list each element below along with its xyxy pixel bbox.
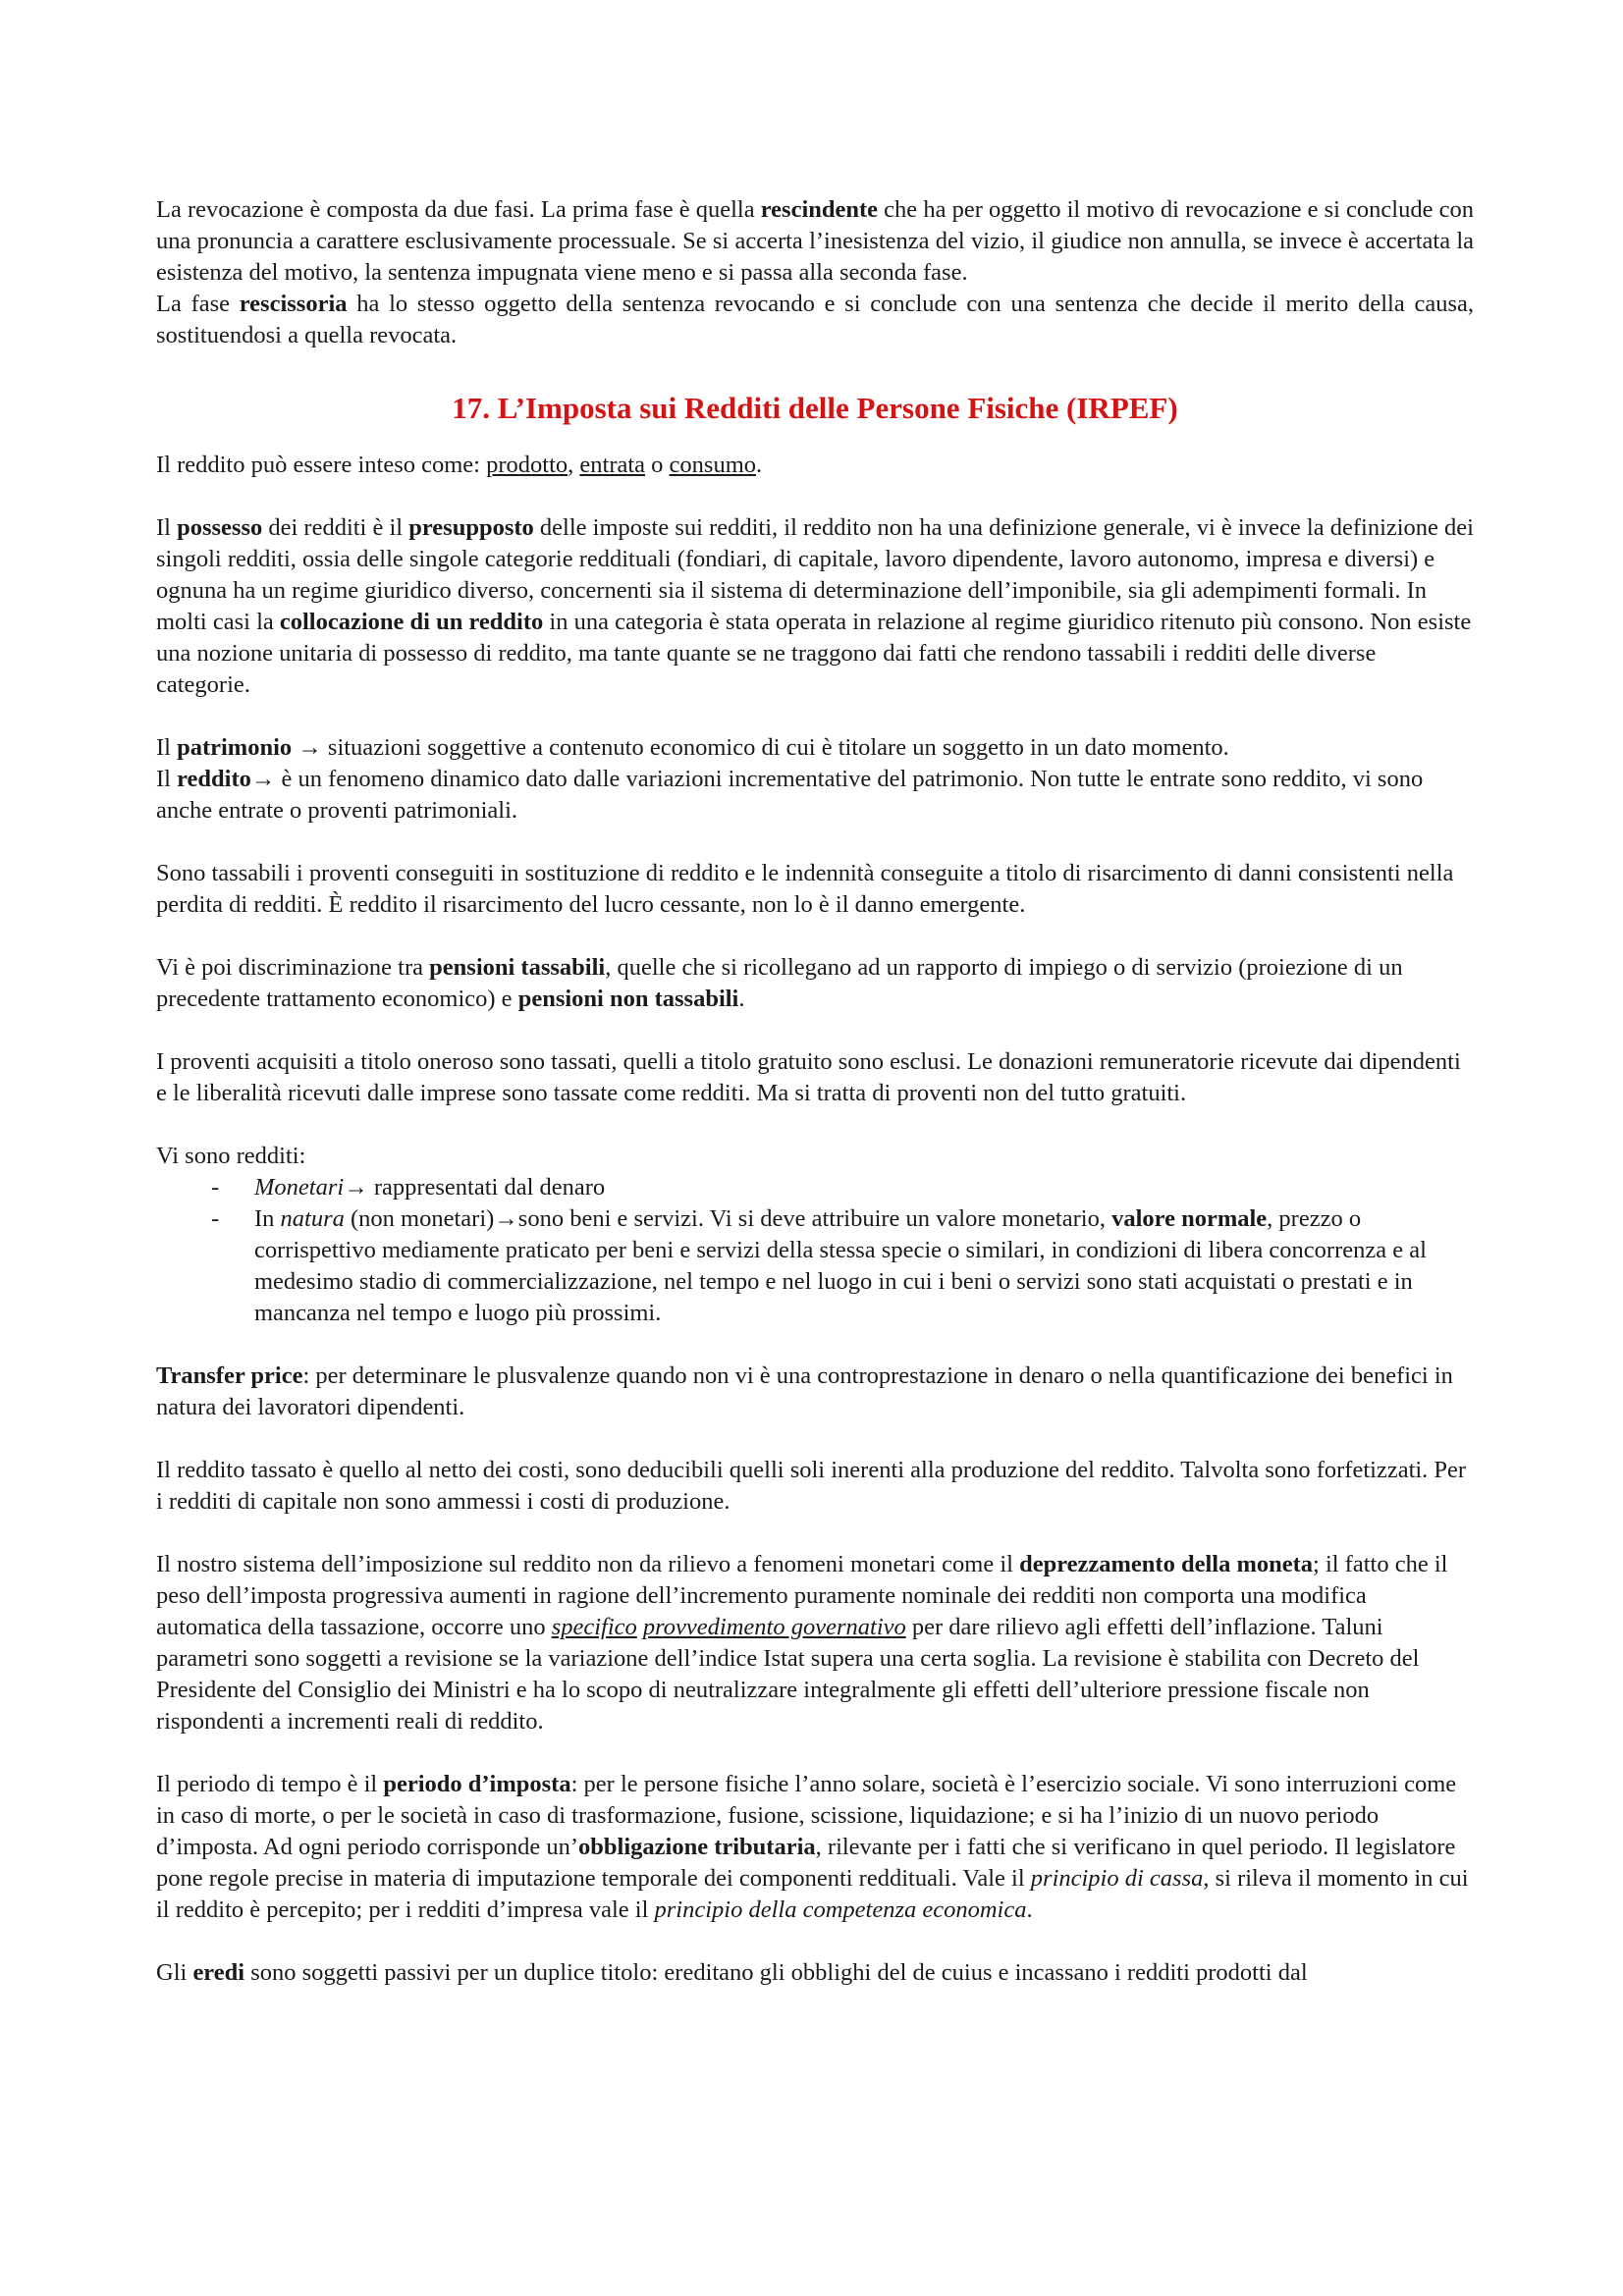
text: Il [156,514,178,541]
underlined-term: entrata [579,452,646,478]
bold-term: patrimonio [177,734,293,761]
bold-term: collocazione di un reddito [279,609,544,635]
list-marker: - [211,1205,220,1232]
text: , quelle che si ricollegano ad un rapporto di impiego o di servizio (proiezione di un precedente trattamento economico) e [156,954,1403,1012]
italic-term: principio della competenza economica [654,1896,1027,1923]
arrow-icon: → [494,1205,518,1232]
text: Il [156,734,178,761]
text: , rilevante per i fatti che si verificano in quel periodo. Il legislatore pone regole precise in materia di imputazione temporale dei componenti reddituali. Vale il [156,1834,1456,1892]
text: Il [156,766,178,792]
paragraph-reddito-definizione [156,764,1474,827]
paragraph-transfer-price [156,1361,1474,1423]
bold-term: rescindente [760,196,879,223]
paragraph-vi-sono-redditi: Vi sono redditi: [156,1143,306,1169]
page-content [156,194,1474,1989]
text: La revocazione è composta da due fasi. La prima fase è quella [156,196,761,223]
paragraph-reddito-tassato: Il reddito tassato è quello al netto dei costi, sono deducibili quelli soli inerenti alla produzione del reddito. Talvolta sono forfetizzati. Per i redditi di capitale non sono ammessi i costi di produzione. [156,1457,1467,1515]
italic-underlined-term: provvedimento governativo [642,1614,906,1640]
paragraph-reddito-inteso [156,450,1474,481]
text: sono soggetti passivi per un duplice titolo: ereditano gli obblighi del de cuius e incassano i redditi prodotti dal [244,1959,1308,1986]
bold-term: periodo d’imposta [383,1771,571,1797]
text: dei redditi è il [262,514,409,541]
bold-term: presupposto [408,514,534,541]
bold-term: obbligazione tributaria [578,1834,816,1860]
paragraph-patrimonio [156,732,1474,764]
list-item-monetari [156,1172,1474,1203]
italic-term: natura [280,1205,345,1232]
text: situazioni soggettive a contenuto economico di cui è titolare un soggetto in un dato momento. [321,734,1229,761]
text: : per determinare le plusvalenze quando non vi è una controprestazione in denaro o nella quantificazione dei benefici in natura dei lavoratori dipendenti. [156,1362,1453,1420]
italic-underlined-term: specifico [551,1614,637,1640]
text: Gli [156,1959,193,1986]
text: o [645,452,670,478]
text: In [254,1205,281,1232]
paragraph-revocazione-fasi [156,194,1474,289]
text: è un fenomeno dinamico dato dalle variazioni incrementative del patrimonio. Non tutte le entrate sono reddito, vi sono anche entrate o proventi patrimoniali. [156,766,1424,824]
text: . [1026,1896,1033,1923]
redditi-list [156,1172,1474,1329]
paragraph-proventi-sostituzione: Sono tassabili i proventi conseguiti in sostituzione di reddito e le indennità conseguite a titolo di risarcimento di danni consistenti nella perdita di redditi. È reddito il risarcimento del lucro cessante, non lo è il danno emergente. [156,860,1454,918]
text: Vi è poi discriminazione tra [156,954,430,981]
bold-term: pensioni tassabili [429,954,606,981]
paragraph-possesso [156,512,1474,701]
bold-term: pensioni non tassabili [517,986,739,1012]
underlined-term: consumo [669,452,757,478]
section-heading: 17. L’Imposta sui Redditi delle Persone Fisiche (IRPEF) [452,391,1178,425]
text: La fase [156,291,240,317]
bold-term: Transfer price [156,1362,303,1389]
text: (non monetari) [344,1205,495,1232]
paragraph-proventi-onerosi: I proventi acquisiti a titolo oneroso sono tassati, quelli a titolo gratuito sono esclusi. Le donazioni remuneratorie ricevute dai dipendenti e le liberalità ricevuti dalle imprese sono tassate come redditi. Ma si tratta di proventi non del tutto gratuiti. [156,1048,1461,1106]
text: rappresentati dal denaro [367,1174,606,1201]
paragraph-periodo-imposta [156,1769,1474,1926]
bold-term: valore normale [1111,1205,1268,1232]
text: Il nostro sistema dell’imposizione sul reddito non da rilievo a fenomeni monetari come il [156,1551,1020,1577]
italic-term: Monetari [254,1174,345,1201]
italic-term: principio di cassa [1030,1865,1204,1892]
text: Il periodo di tempo è il [156,1771,384,1797]
arrow-icon: → [250,766,276,792]
text: Il reddito può essere inteso come: [156,452,487,478]
paragraph-eredi [156,1957,1474,1989]
text: ha lo stesso oggetto della sentenza revocando e si conclude con una sentenza che decide il merito della causa, sostituendosi a quella revocata. [156,291,1474,348]
bold-term: reddito [177,766,251,792]
bold-term: deprezzamento della moneta [1019,1551,1314,1577]
underlined-term: prodotto [486,452,568,478]
bold-term: rescissoria [239,291,348,317]
text: delle imposte sui redditi, il reddito non ha una definizione generale, vi è invece la definizione dei singoli redditi, ossia delle singole categorie reddituali (fondiari, di capitale, lavoro dipendente, lavoro autonomo, impresa e diversi) e ognuna ha un regime giuridico diverso, concernenti sia il sistema di determinazione dell’imponibile, sia gli adempimenti formali. In molti casi la [156,514,1474,635]
arrow-icon: → [292,734,322,761]
text: in una categoria è stata operata in relazione al regime giuridico ritenuto più consono. Non esiste una nozione unitaria di possesso di reddito, ma tante quante se ne traggono dai fatti che rendono tassabili i redditi delle diverse categorie. [156,609,1472,698]
arrow-icon: → [344,1174,368,1201]
list-marker: - [211,1174,220,1201]
paragraph-fase-rescissoria [156,289,1474,351]
list-item-natura [156,1203,1474,1329]
text: . [738,986,745,1012]
text: , si rileva il momento in cui il reddito è percepito; per i redditi d’impresa vale il [156,1865,1469,1923]
text: per dare rilievo agli effetti dell’inflazione. Taluni parametri sono soggetti a revisione se la variazione dell’indice Istat supera una certa soglia. La revisione è stabilita con Decreto del Presidente del Consiglio dei Ministri e ha lo scopo di neutralizzare integralmente gli effetti dell’ulteriore pressione fiscale non rispondenti a incrementi reali di reddito. [156,1614,1420,1735]
bold-term: possesso [177,514,263,541]
text: sono beni e servizi. Vi si deve attribuire un valore monetario, [517,1205,1112,1232]
paragraph-pensioni [156,952,1474,1015]
bold-term: eredi [192,1959,245,1986]
text: . [756,452,763,478]
text: : per le persone fisiche l’anno solare, società è l’esercizio sociale. Vi sono interruzioni come in caso di morte, o per le società in caso di trasformazione, fusione, scissione, liquidazione; e si ha l’inizio di un nuovo periodo d’imposta. Ad ogni periodo corrisponde un’ [156,1771,1457,1860]
paragraph-sistema-imposizione [156,1549,1474,1737]
text: che ha per oggetto il motivo di revocazione e si conclude con una pronuncia a carattere esclusivamente processuale. Se si accerta l’inesistenza del vizio, il giudice non annulla, se invece è accertata la esistenza del motivo, la sentenza impugnata viene meno e si passa alla seconda fase. [156,196,1474,286]
text: , [568,452,580,478]
text: , prezzo o corrispettivo mediamente praticato per beni e servizi della stessa specie o similari, in condizioni di libera concorrenza e al medesimo stadio di commercializzazione, nel tempo e nel luogo in cui i beni o servizi sono stati acquistati o prestati e in mancanza nel tempo e luogo più prossimi. [254,1205,1427,1326]
text: ; il fatto che il peso dell’imposta progressiva aumenti in ragione dell’incremento puramente nominale dei redditi non comporta una modifica automatica della tassazione, occorre uno [156,1551,1448,1640]
